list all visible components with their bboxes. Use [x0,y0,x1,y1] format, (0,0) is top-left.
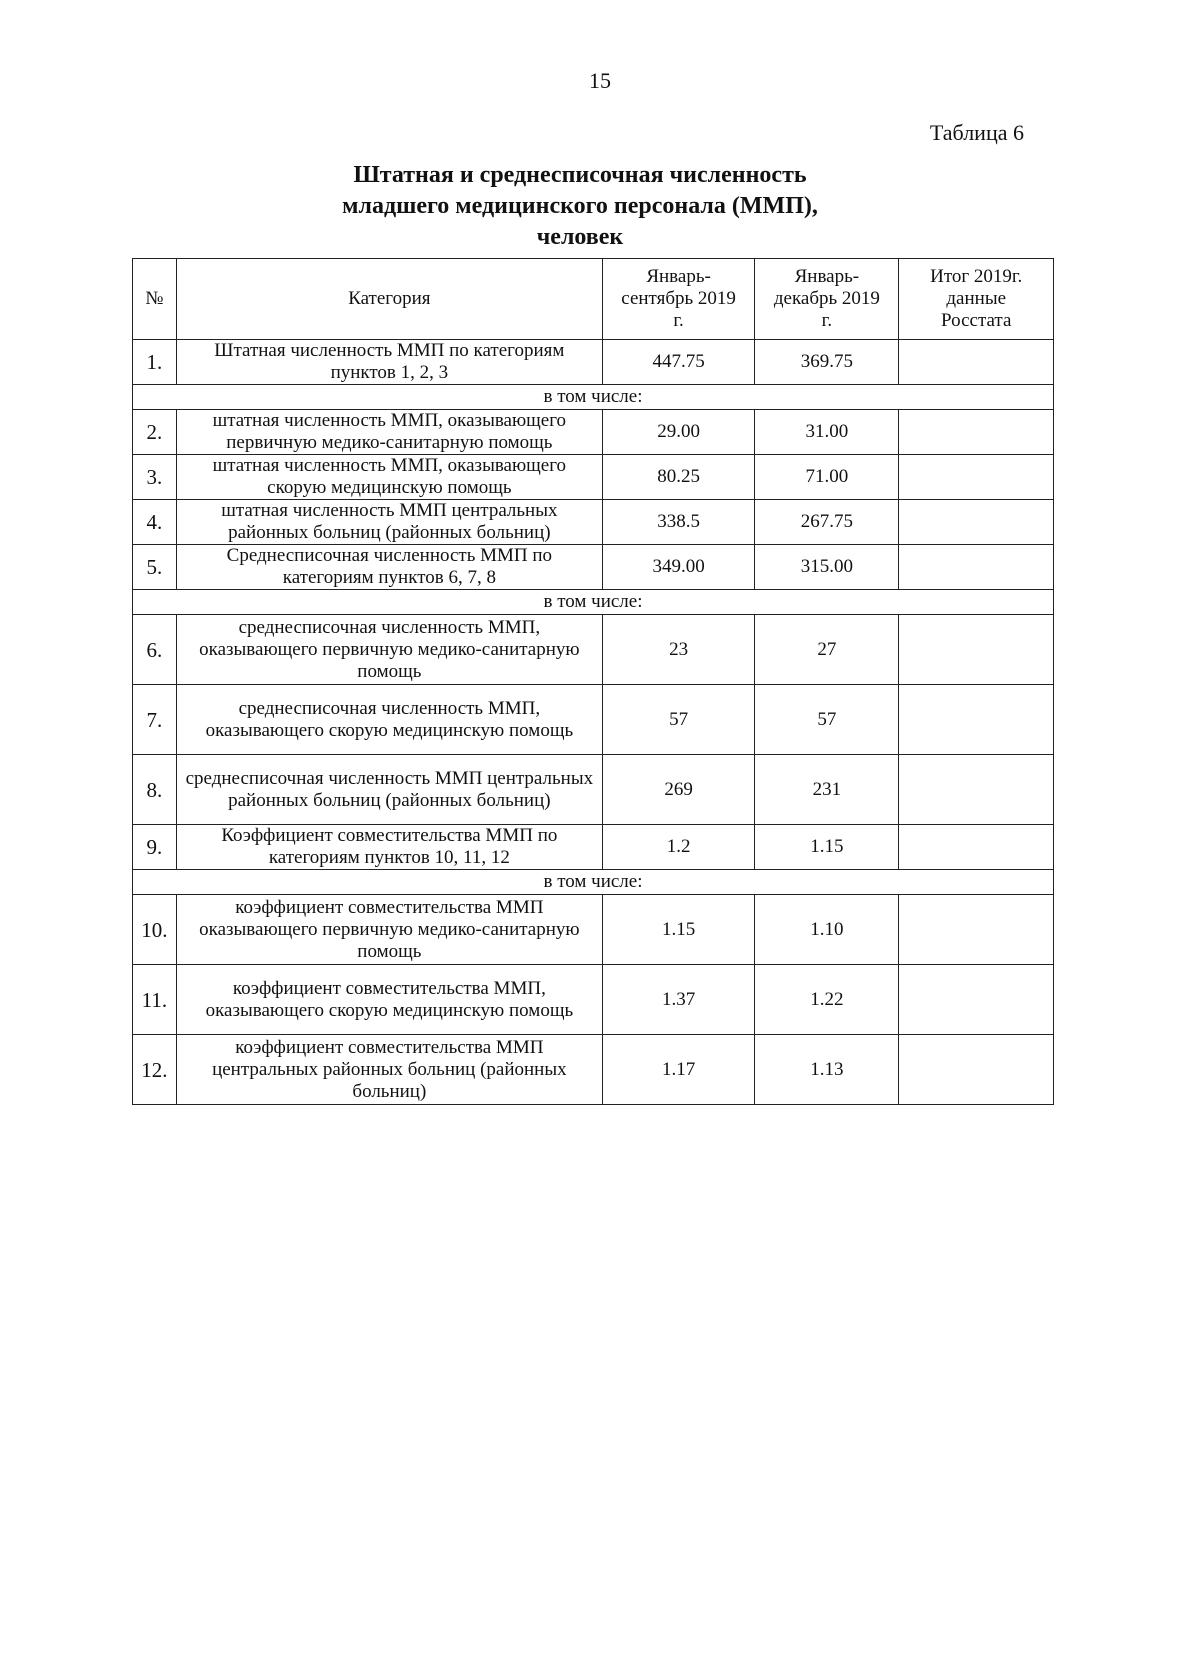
header-line: сентябрь 2019 [621,288,736,309]
row-category: штатная численность ММП, оказывающего первичную медико-санитарную помощь [176,410,602,455]
row-rosstat [899,1035,1054,1105]
page-number: 15 [589,68,611,93]
section-row [133,385,1054,410]
row-jan-sep: 338.5 [602,500,754,545]
header-line: данные [946,288,1007,309]
row-jan-sep: 57 [602,685,754,755]
table-row [133,455,1054,500]
header-line: г. [821,310,833,331]
row-category: среднесписочная численность ММП центральных районных больниц (районных больниц) [176,755,602,825]
row-category: среднесписочная численность ММП, оказывающего скорую медицинскую помощь [176,685,602,755]
header-line: Январь- [794,266,860,287]
row-category: коэффициент совместительства ММП, оказывающего скорую медицинскую помощь [176,965,602,1035]
row-jan-sep: 1.17 [602,1035,754,1105]
row-num: 1. [133,340,177,385]
row-rosstat [899,545,1054,590]
col-header-category: Категория [176,259,602,340]
row-num: 5. [133,545,177,590]
col-header-jan-dec [755,259,899,340]
title-line: Штатная и среднесписочная численность [353,162,807,188]
table-row [133,1035,1054,1105]
row-jan-dec: 57 [755,685,899,755]
row-num: 2. [133,410,177,455]
row-jan-dec: 71.00 [755,455,899,500]
table-label: Таблица 6 [929,120,1024,145]
row-num: 9. [133,825,177,870]
row-category: коэффициент совместительства ММП оказывающего первичную медико-санитарную помощь [176,895,602,965]
section-row [133,870,1054,895]
row-jan-dec: 1.13 [755,1035,899,1105]
title-line: человек [536,224,624,250]
header-line: г. [673,310,684,331]
row-jan-sep: 447.75 [602,340,754,385]
row-jan-sep: 80.25 [602,455,754,500]
row-jan-sep: 29.00 [602,410,754,455]
row-rosstat [899,685,1054,755]
row-category: Штатная численность ММП по категориям пунктов 1, 2, 3 [176,340,602,385]
row-jan-dec: 31.00 [755,410,899,455]
row-jan-sep: 1.37 [602,965,754,1035]
table-row [133,895,1054,965]
table-row [133,755,1054,825]
section-label: в том числе: [133,590,1054,615]
row-jan-sep: 349.00 [602,545,754,590]
table-row [133,965,1054,1035]
row-jan-sep: 269 [602,755,754,825]
col-header-jan-sep [602,259,754,340]
row-num: 7. [133,685,177,755]
row-rosstat [899,340,1054,385]
row-rosstat [899,455,1054,500]
row-category: коэффициент совместительства ММП центральных районных больниц (районных больниц) [176,1035,602,1105]
row-rosstat [899,825,1054,870]
row-category: Среднесписочная численность ММП по категориям пунктов 6, 7, 8 [176,545,602,590]
table-row [133,340,1054,385]
row-jan-dec: 27 [755,615,899,685]
row-jan-dec: 1.15 [755,825,899,870]
row-rosstat [899,410,1054,455]
row-jan-sep: 1.15 [602,895,754,965]
row-num: 6. [133,615,177,685]
row-jan-sep: 23 [602,615,754,685]
header-line: Итог 2019г. [930,266,1023,287]
row-num: 4. [133,500,177,545]
row-category: Коэффициент совместительства ММП по категориям пунктов 10, 11, 12 [176,825,602,870]
table-row [133,685,1054,755]
row-jan-sep: 1.2 [602,825,754,870]
header-line: Январь- [646,266,711,287]
row-jan-dec: 1.10 [755,895,899,965]
header-line: декабрь 2019 [773,288,880,309]
page-title [240,160,920,253]
row-category: среднесписочная численность ММП, оказывающего первичную медико-санитарную помощь [176,615,602,685]
col-header-rosstat [899,259,1054,340]
section-label: в том числе: [133,385,1054,410]
staffing-table [132,258,1054,1105]
row-num: 8. [133,755,177,825]
row-num: 11. [133,965,177,1035]
row-num: 10. [133,895,177,965]
section-label: в том числе: [133,870,1054,895]
col-header-num: № [133,259,177,340]
header-line: Росстата [941,310,1012,331]
row-jan-dec: 369.75 [755,340,899,385]
row-rosstat [899,755,1054,825]
row-category: штатная численность ММП центральных районных больниц (районных больниц) [176,500,602,545]
row-num: 12. [133,1035,177,1105]
row-jan-dec: 231 [755,755,899,825]
row-jan-dec: 267.75 [755,500,899,545]
row-jan-dec: 1.22 [755,965,899,1035]
row-rosstat [899,965,1054,1035]
title-line: младшего медицинского персонала (ММП), [342,193,818,219]
table-row [133,545,1054,590]
row-num: 3. [133,455,177,500]
row-category: штатная численность ММП, оказывающего скорую медицинскую помощь [176,455,602,500]
section-row [133,590,1054,615]
table-row [133,615,1054,685]
row-rosstat [899,500,1054,545]
table-row [133,410,1054,455]
row-rosstat [899,895,1054,965]
table-header-row [133,259,1054,340]
table-row [133,825,1054,870]
row-jan-dec: 315.00 [755,545,899,590]
table-row [133,500,1054,545]
row-rosstat [899,615,1054,685]
